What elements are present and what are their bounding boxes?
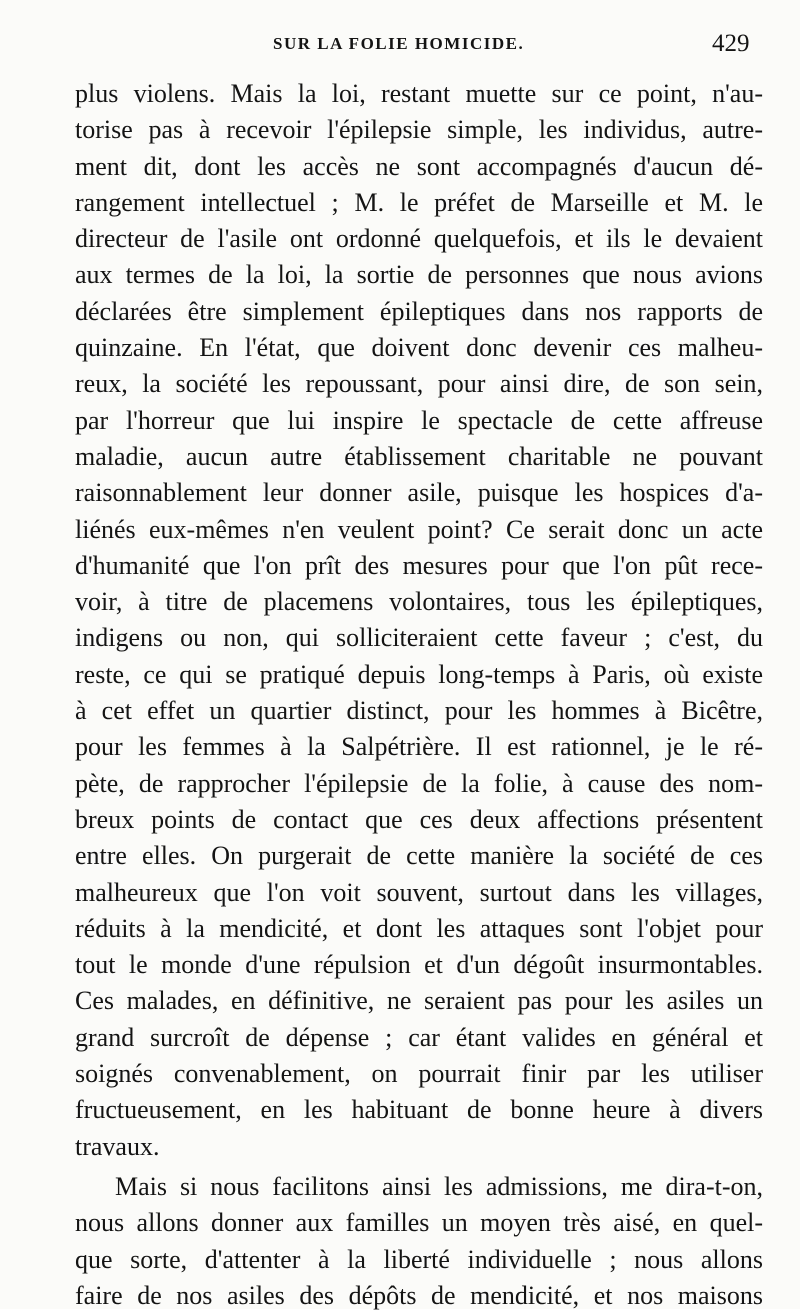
text-line: quinzaine. En l'état, que doivent donc devenir ces malheu-	[75, 333, 763, 363]
text-line: liénés eux-mêmes n'en veulent point? Ce serait donc un acte	[75, 514, 763, 544]
page-header	[0, 30, 800, 60]
text-line: nous allons donner aux familles un moyen très aisé, en quel-	[75, 1208, 763, 1238]
text-line: d'humanité que l'on prît des mesures pour que l'on pût rece-	[75, 550, 763, 580]
text-line: travaux.	[75, 1131, 160, 1161]
text-line: malheureux que l'on voit souvent, surtout dans les villages,	[75, 877, 763, 907]
text-line: ment dit, dont les accès ne sont accompagnés d'aucun dé-	[75, 151, 763, 181]
text-line: par l'horreur que lui inspire le spectacle de cette affreuse	[75, 405, 763, 435]
text-line: pour les femmes à la Salpétrière. Il est rationnel, je le ré-	[75, 732, 763, 762]
text-line: faire de nos asiles des dépôts de mendicité, et nos maisons	[75, 1280, 763, 1310]
text-line: plus violens. Mais la loi, restant muette sur ce point, n'au-	[75, 79, 763, 108]
page-number: 429	[712, 30, 750, 57]
text-line: pète, de rapprocher l'épilepsie de la folie, à cause des nom-	[75, 768, 763, 798]
text-line: Mais si nous facilitons ainsi les admissions, me dira-t-on,	[115, 1171, 763, 1201]
body-text	[75, 76, 763, 1314]
text-line: tout le monde d'une répulsion et d'un dégoût insurmontables.	[75, 950, 763, 980]
text-line: indigens ou non, qui solliciteraient cette faveur ; c'est, du	[75, 623, 763, 653]
text-line: maladie, aucun autre établissement charitable ne pouvant	[75, 441, 763, 471]
text-line: fructueusement, en les habituant de bonne heure à divers	[75, 1095, 763, 1125]
text-line: torise pas à recevoir l'épilepsie simple, les individus, autre-	[75, 115, 763, 145]
text-line: rangement intellectuel ; M. le préfet de Marseille et M. le	[75, 187, 763, 217]
running-title: SUR LA FOLIE HOMICIDE.	[273, 34, 525, 53]
text-line: déclarées être simplement épileptiques dans nos rapports de	[75, 296, 763, 326]
text-line: breux points de contact que ces deux affections présentent	[75, 804, 763, 834]
paragraph	[75, 1169, 763, 1314]
text-line: que sorte, d'attenter à la liberté individuelle ; nous allons	[75, 1244, 763, 1274]
text-line: reste, ce qui se pratiqué depuis long-temps à Paris, où existe	[75, 659, 763, 689]
text-line: voir, à titre de placemens volontaires, tous les épileptiques,	[75, 587, 763, 617]
text-line: reux, la société les repoussant, pour ainsi dire, de son sein,	[75, 369, 763, 399]
text-line: grand surcroît de dépense ; car étant valides en général et	[75, 1022, 763, 1052]
text-line: Ces malades, en définitive, ne seraient pas pour les asiles un	[75, 986, 763, 1016]
text-line: réduits à la mendicité, et dont les attaques sont l'objet pour	[75, 913, 763, 943]
paragraph	[75, 76, 763, 1165]
text-line: entre elles. On purgerait de cette manière la société de ces	[75, 841, 763, 871]
text-line: soignés convenablement, on pourrait finir par les utiliser	[75, 1059, 763, 1089]
text-line: raisonnablement leur donner asile, puisque les hospices d'a-	[75, 478, 763, 508]
text-line: directeur de l'asile ont ordonné quelquefois, et ils le devaient	[75, 224, 763, 254]
text-line: aux termes de la loi, la sortie de personnes que nous avions	[75, 260, 763, 290]
text-line: à cet effet un quartier distinct, pour les hommes à Bicêtre,	[75, 696, 763, 726]
